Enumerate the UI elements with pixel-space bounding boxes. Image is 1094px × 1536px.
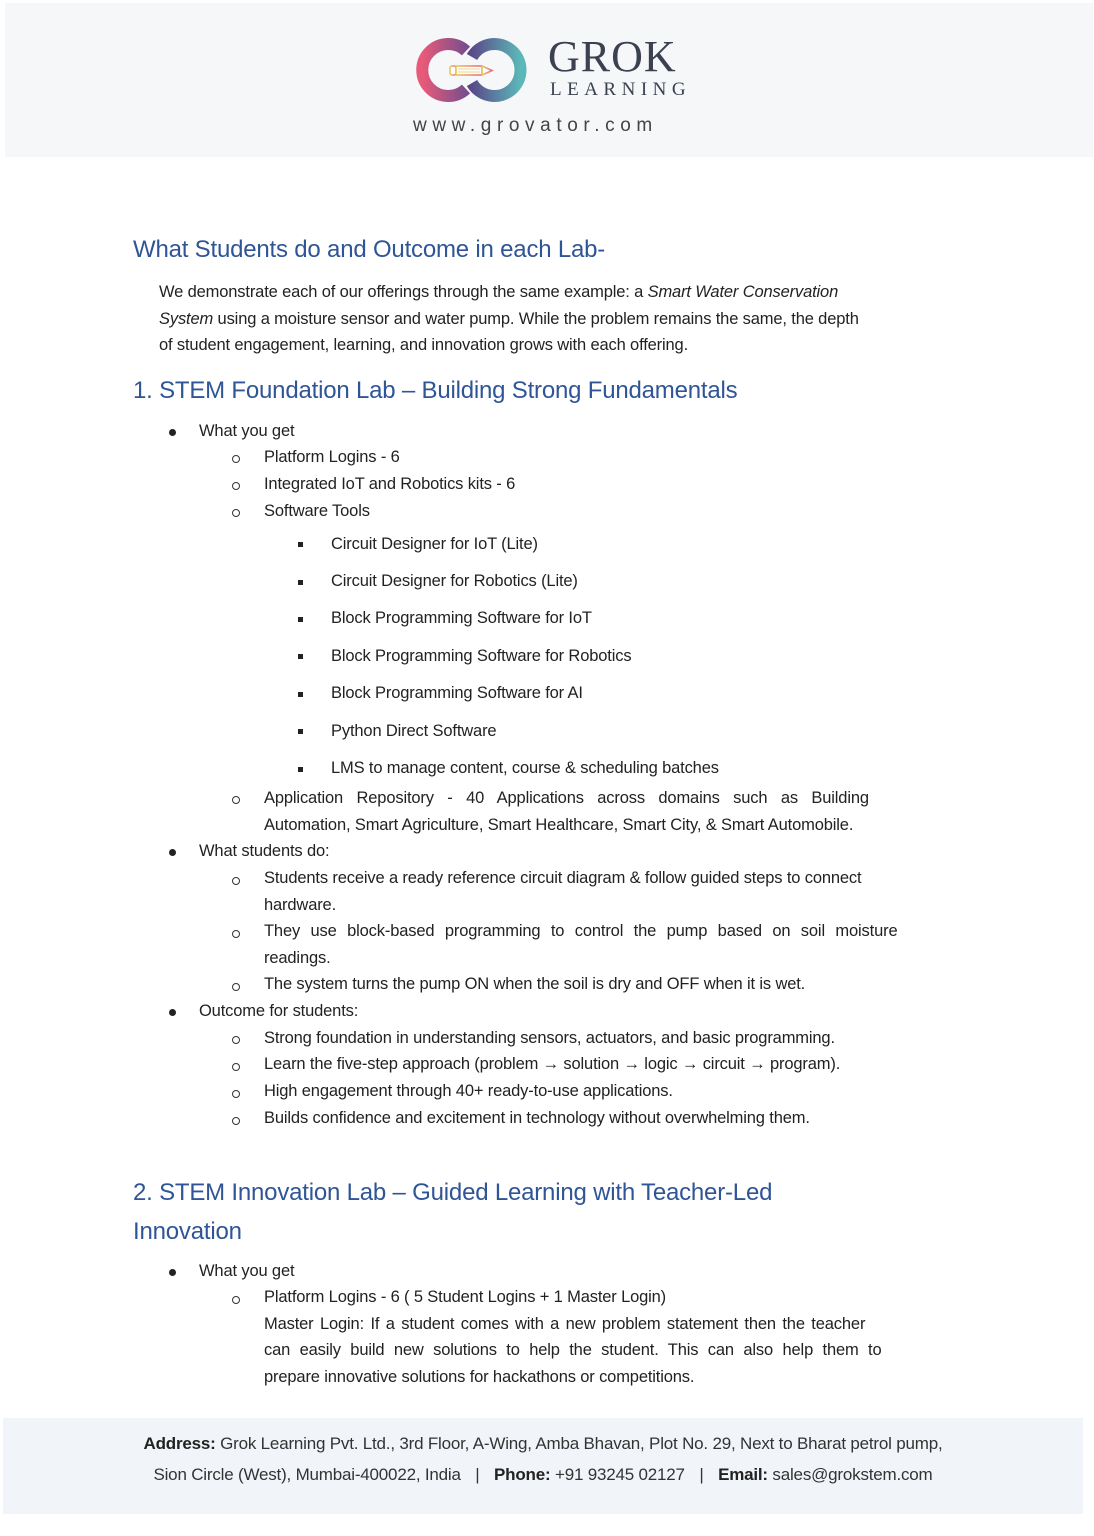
list-item-what-students-do: What students do: (199, 842, 330, 860)
list-item (264, 918, 961, 971)
master-login-text: prepare innovative solutions for hackathons or competitions. (264, 1367, 695, 1386)
footer-address-line (3, 1433, 1083, 1455)
list-item-text: hardware. (264, 895, 337, 914)
bullet-circle-icon (232, 1063, 240, 1071)
list-item-software-tool: Circuit Designer for Robotics (Lite) (331, 572, 578, 590)
list-item-software-tool: Block Programming Software for IoT (331, 609, 592, 627)
list-item-text: Automation, Smart Agriculture, Smart Healthcare, Smart City, & Smart Automobile. (264, 815, 854, 834)
section-heading-innovation-lab (133, 1173, 893, 1251)
intro-text: using a moisture sensor and water pump. While the problem remains the same, the depth (213, 309, 859, 328)
list-item-application-repository (264, 785, 961, 838)
logo-title: GROK (548, 32, 677, 81)
list-item-software-tool: LMS to manage content, course & scheduling batches (331, 759, 719, 777)
bullet-square-icon (298, 729, 303, 734)
bullet-circle-icon (232, 796, 240, 804)
separator: | (475, 1465, 480, 1484)
intro-paragraph (159, 279, 959, 359)
infinity-pencil-logo-icon (410, 37, 538, 103)
list-item-what-you-get: What you get (199, 1262, 295, 1280)
email-link[interactable]: sales@grokstem.com (767, 1465, 933, 1484)
heading-line: 2. STEM Innovation Lab – Guided Learning with Teacher-Led (133, 1179, 773, 1206)
master-login-text: Master Login: If a student comes with a new problem statement then the teacher (264, 1314, 866, 1333)
list-item-software-tool: Python Direct Software (331, 722, 497, 740)
bullet-circle-icon (232, 983, 240, 991)
bullet-square-icon (298, 617, 303, 622)
bullet-circle-icon (232, 877, 240, 885)
list-item-software-tool: Circuit Designer for IoT (Lite) (331, 535, 538, 553)
bullet-circle-icon (232, 1117, 240, 1125)
bullet-circle-icon (232, 455, 240, 463)
list-item: High engagement through 40+ ready-to-use applications. (264, 1082, 673, 1100)
intro-text: We demonstrate each of our offerings through the same example: a (159, 283, 648, 301)
bullet-square-icon (298, 542, 303, 547)
list-item-text: Students receive a ready reference circuit diagram & follow guided steps to connect (264, 869, 862, 887)
bullet-square-icon (298, 767, 303, 772)
list-item: Learn the five-step approach (problem → solution → logic → circuit → program). (264, 1055, 841, 1073)
bullet-circle-icon (232, 509, 240, 517)
list-item-what-you-get: What you get (199, 422, 295, 440)
list-item: Builds confidence and excitement in technology without overwhelming them. (264, 1109, 810, 1127)
list-item: Strong foundation in understanding sensors, actuators, and basic programming. (264, 1029, 835, 1047)
list-item-text: readings. (264, 948, 331, 967)
bullet-disc-icon (169, 849, 176, 856)
list-item: Platform Logins - 6 (264, 448, 400, 466)
intro-italic-text: System (159, 309, 214, 328)
bullet-circle-icon (232, 1036, 240, 1044)
bullet-square-icon (298, 580, 303, 585)
bullet-disc-icon (169, 1269, 176, 1276)
address-label: Address: (143, 1434, 216, 1453)
master-login-text: can easily build new solutions to help the student. This can also help them to (264, 1341, 882, 1359)
separator: | (699, 1465, 704, 1484)
address-text: Grok Learning Pvt. Ltd., 3rd Floor, A-Wing, Amba Bhavan, Plot No. 29, Next to Bharat petrol pump, (215, 1434, 943, 1453)
list-item: The system turns the pump ON when the soil is dry and OFF when it is wet. (264, 975, 806, 993)
bullet-circle-icon (232, 482, 240, 490)
phone-number[interactable]: +91 93245 02127 (550, 1465, 685, 1484)
website-url[interactable]: www.grovator.com (413, 115, 658, 136)
section-heading-foundation-lab: 1. STEM Foundation Lab – Building Strong Fundamentals (133, 377, 738, 404)
list-item: Integrated IoT and Robotics kits - 6 (264, 475, 516, 493)
list-item-platform-logins (264, 1284, 961, 1390)
phone-label: Phone: (494, 1465, 551, 1484)
bullet-disc-icon (169, 1009, 176, 1016)
bullet-square-icon (298, 654, 303, 659)
list-item-software-tool: Block Programming Software for Robotics (331, 647, 632, 665)
footer-contact-line (3, 1464, 1083, 1486)
list-item-text: They use block-based programming to control the pump based on soil moisture (264, 922, 898, 940)
intro-italic-text: Smart Water Conservation (647, 283, 839, 301)
list-item (264, 865, 961, 918)
heading-line: Innovation (133, 1218, 242, 1245)
bullet-disc-icon (169, 429, 176, 436)
list-item: Software Tools (264, 502, 370, 520)
list-item-text: Platform Logins - 6 ( 5 Student Logins + 1 Master Login) (264, 1288, 667, 1306)
email-label: Email: (718, 1465, 768, 1484)
bullet-circle-icon (232, 1090, 240, 1098)
section-heading-intro: What Students do and Outcome in each Lab- (133, 236, 606, 263)
bullet-circle-icon (232, 1296, 240, 1304)
list-item-software-tool: Block Programming Software for AI (331, 684, 583, 702)
address-text: Sion Circle (West), Mumbai-400022, India (153, 1465, 461, 1484)
bullet-circle-icon (232, 930, 240, 938)
grok-learning-logo (410, 33, 710, 143)
page-footer (3, 1418, 1083, 1514)
bullet-square-icon (298, 692, 303, 697)
list-item-outcome: Outcome for students: (199, 1002, 359, 1020)
logo-subtitle: LEARNING (550, 79, 692, 100)
intro-text: of student engagement, learning, and innovation grows with each offering. (159, 336, 689, 354)
list-item-text: Application Repository - 40 Applications across domains such as Building (264, 789, 869, 807)
page-header (5, 3, 1093, 157)
